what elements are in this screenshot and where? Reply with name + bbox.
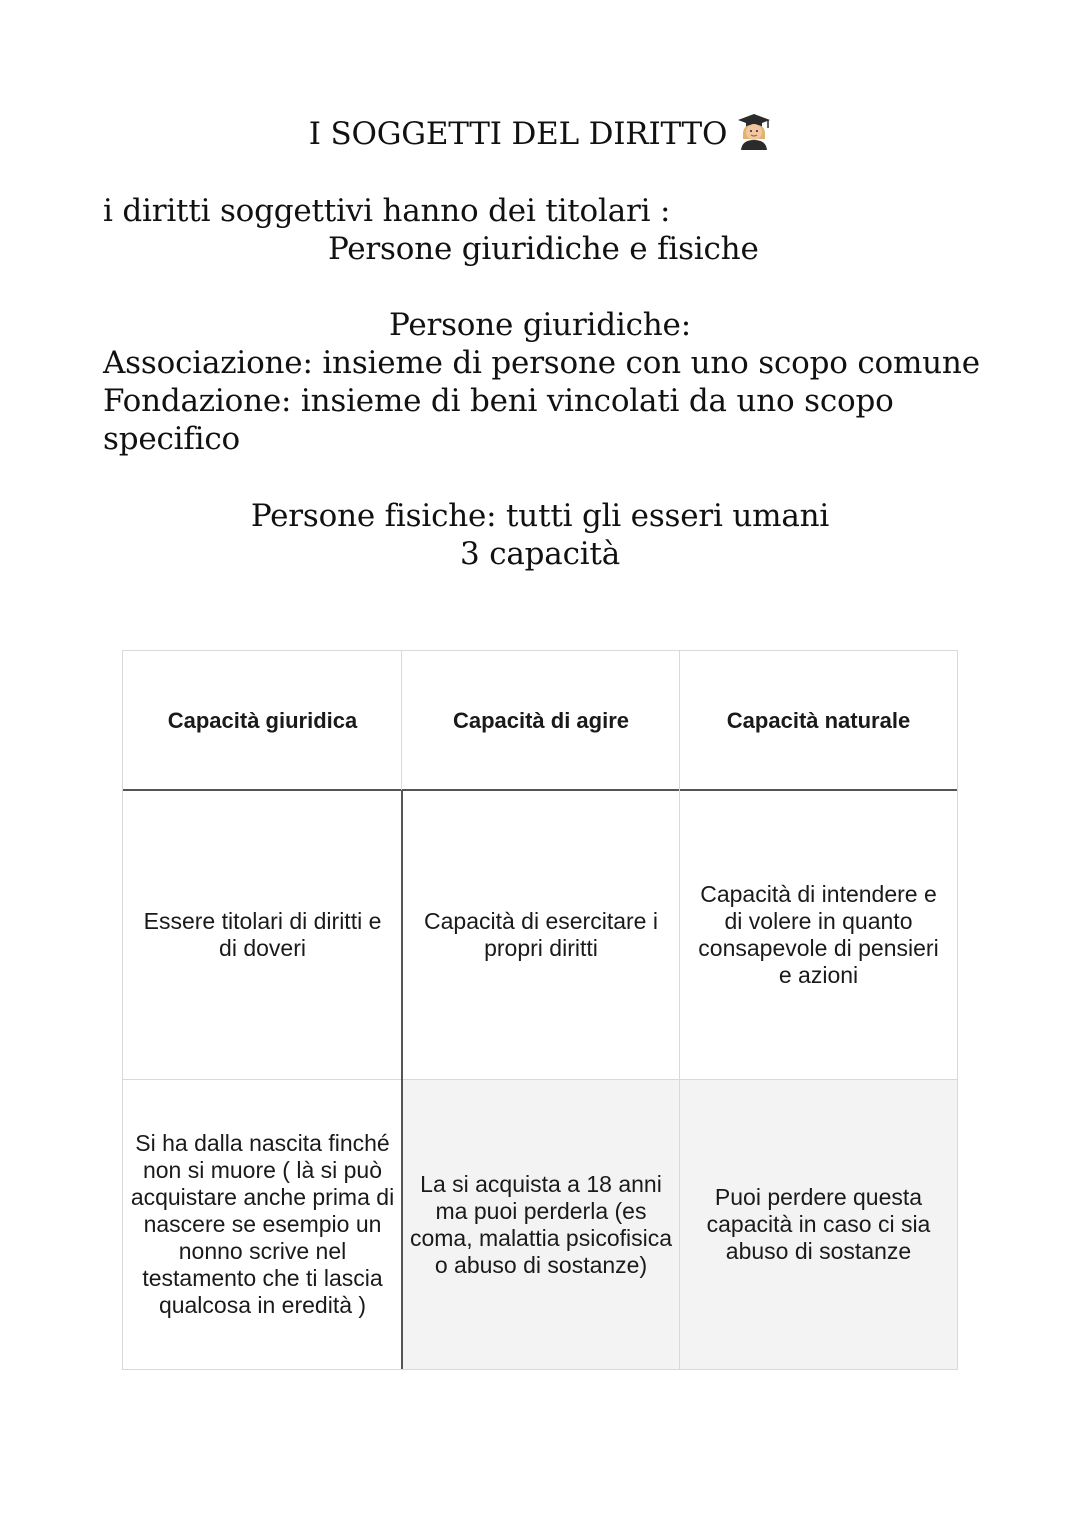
table-divider (401, 651, 402, 790)
cell-text: Puoi perdere questa capacità in caso ci sia abuso di sostanze (706, 1184, 931, 1264)
graduate-woman-icon (737, 112, 771, 159)
cell-text: Capacità di esercitare i propri diritti (424, 908, 658, 961)
intro-subline: Persone giuridiche e fisiche (328, 231, 759, 267)
table-cell-r2c1 (123, 1080, 402, 1369)
page-title (0, 112, 1080, 159)
cell-text: Si ha dalla nascita finché non si muore ( là si può acquistare anche prima di nascere se esempio un nonno scrive nel testamento che ti lascia qualcosa in eredità ) (130, 1130, 395, 1318)
table-divider (401, 790, 403, 1369)
capacita-count: 3 capacità (460, 536, 620, 572)
giuridiche-heading: Persone giuridiche: (389, 307, 691, 343)
table-divider (123, 789, 957, 791)
header-text: Capacità giuridica (167, 708, 358, 733)
table-cell-r1c1 (123, 790, 402, 1080)
cell-text: La si acquista a 18 anni ma puoi perderla (es coma, malattia psicofisica o abuso di sostanze) (409, 1170, 673, 1278)
fondazione-definition-cont: specifico (103, 421, 240, 457)
header-text: Capacità naturale (726, 708, 911, 733)
table-cell-r2c3 (680, 1080, 957, 1369)
associazione-definition: Associazione: insieme di persone con uno scopo comune (103, 345, 980, 381)
table-header-agire (402, 651, 680, 790)
capacita-table (122, 650, 958, 1370)
table-divider (123, 1079, 957, 1080)
table-header-giuridica (123, 651, 402, 790)
header-text: Capacità di agire (452, 708, 630, 733)
table-cell-r2c2 (402, 1080, 680, 1369)
table-header-naturale (680, 651, 957, 790)
table-cell-r1c3 (680, 790, 957, 1080)
table-divider (679, 651, 680, 1369)
fondazione-definition: Fondazione: insieme di beni vincolati da uno scopo (103, 383, 894, 419)
intro-line: i diritti soggettivi hanno dei titolari : (103, 193, 671, 229)
cell-text: Essere titolari di diritti e di doveri (143, 908, 382, 961)
fisiche-line: Persone fisiche: tutti gli esseri umani (250, 498, 830, 534)
table-cell-r1c2 (402, 790, 680, 1080)
cell-text: Capacità di intendere e di volere in quanto consapevole di pensieri e azioni (698, 881, 939, 988)
page-title-text: I SOGGETTI DEL DIRITTO (308, 116, 728, 152)
